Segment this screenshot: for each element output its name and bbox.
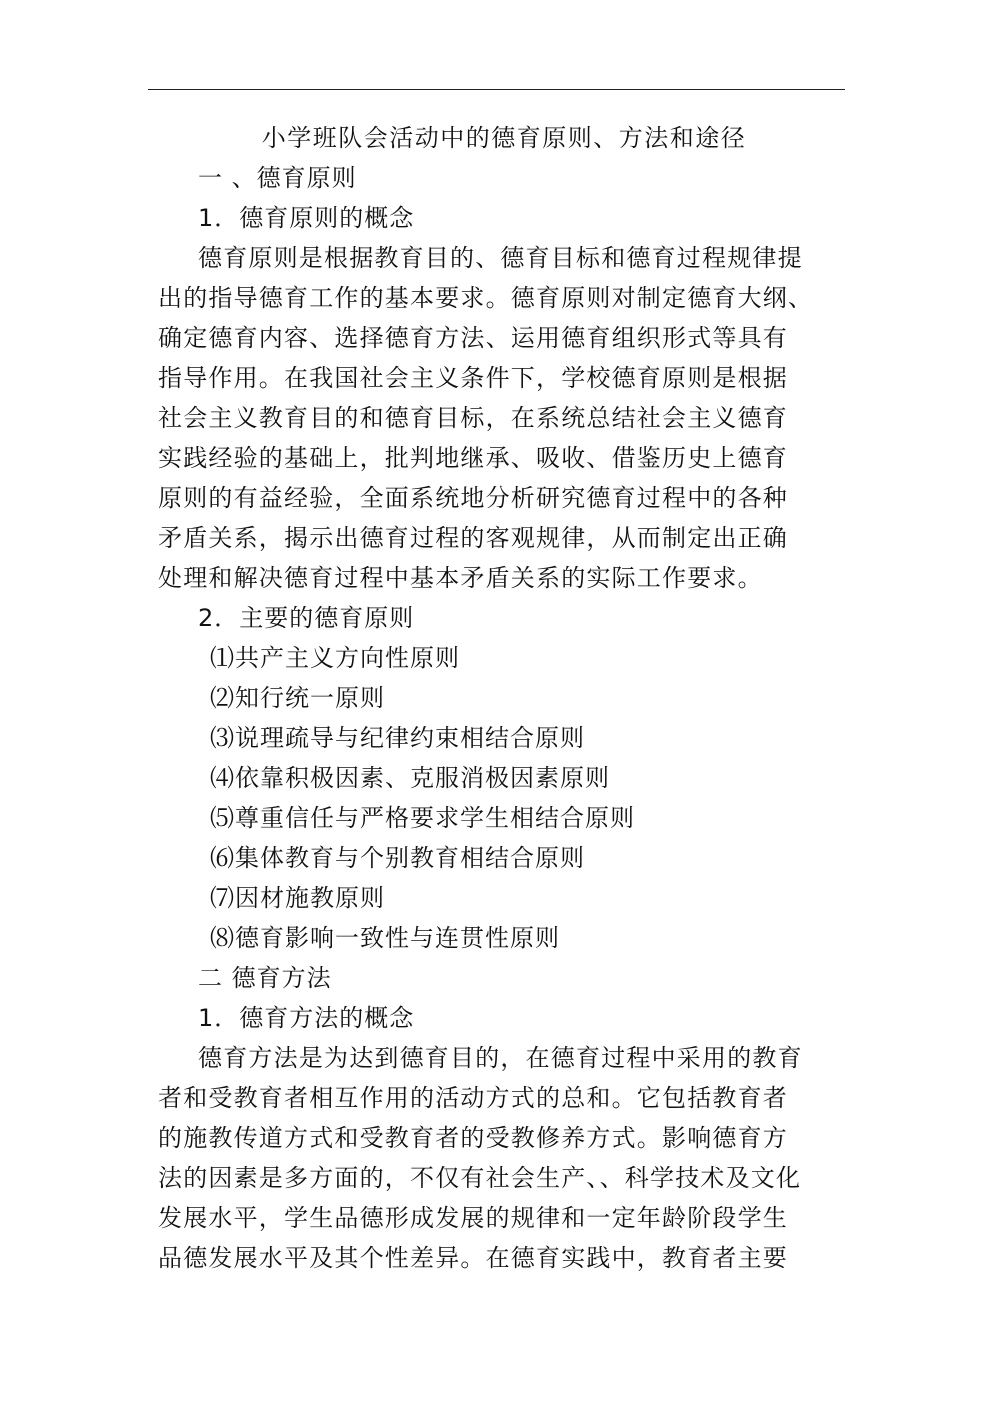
section2-heading: 二 德育方法 [198, 964, 332, 992]
principle-item: ⑸尊重信任与严格要求学生相结合原则 [210, 804, 635, 832]
paragraph-line: 发展水平，学生品德形成发展的规律和一定年龄阶段学生 [158, 1204, 788, 1232]
principle-item: ⑵知行统一原则 [210, 684, 385, 712]
paragraph-line: 法的因素是多方面的，不仅有社会生产、、科学技术及文化 [158, 1164, 802, 1192]
document-body [158, 118, 838, 1278]
principle-item: ⑺因材施教原则 [210, 884, 385, 912]
paragraph-line: 的施教传道方式和受教育者的受教修养方式。影响德育方 [158, 1124, 788, 1152]
principle-item: ⑹集体教育与个别教育相结合原则 [210, 844, 585, 872]
paragraph-line: 原则的有益经验，全面系统地分析研究德育过程中的各种 [158, 484, 788, 512]
paragraph-line: 指导作用。在我国社会主义条件下，学校德育原则是根据 [158, 364, 788, 392]
paragraph-line: 出的指导德育工作的基本要求。德育原则对制定德育大纲、 [158, 284, 814, 312]
paragraph-line: 确定德育内容、选择德育方法、运用德育组织形式等具有 [158, 324, 788, 352]
paragraph-line: 实践经验的基础上，批判地继承、吸收、借鉴历史上德育 [158, 444, 788, 472]
section2-sub1-paragraph [158, 1038, 838, 1278]
paragraph-line: 处理和解决德育过程中基本矛盾关系的实际工作要求。 [158, 564, 763, 592]
section1-sub2-heading: 2．主要的德育原则 [198, 604, 415, 632]
paragraph-line: 德育方法是为达到德育目的，在德育过程中采用的教育 [198, 1044, 803, 1072]
paragraph-line: 者和受教育者相互作用的活动方式的总和。它包括教育者 [158, 1084, 788, 1112]
section1-sub1-heading: 1．德育原则的概念 [198, 204, 415, 232]
paragraph-line: 德育原则是根据教育目的、德育目标和德育过程规律提 [198, 244, 803, 272]
header-rule [148, 89, 845, 90]
paragraph-line: 矛盾关系，揭示出德育过程的客观规律，从而制定出正确 [158, 524, 788, 552]
paragraph-line: 社会主义教育目的和德育目标，在系统总结社会主义德育 [158, 404, 788, 432]
principle-item: ⑶说理疏导与纪律约束相结合原则 [210, 724, 585, 752]
section2-sub1-heading: 1．德育方法的概念 [198, 1004, 415, 1032]
section1-heading: 一 、德育原则 [198, 164, 357, 192]
document-title: 小学班队会活动中的德育原则、方法和途径 [261, 124, 747, 152]
principle-item: ⑻德育影响一致性与连贯性原则 [210, 924, 560, 952]
principle-item: ⑴共产主义方向性原则 [210, 644, 460, 672]
principle-list [158, 638, 838, 958]
section1-sub1-paragraph [158, 238, 838, 598]
paragraph-line: 品德发展水平及其个性差异。在德育实践中，教育者主要 [158, 1244, 788, 1272]
principle-item: ⑷依靠积极因素、克服消极因素原则 [210, 764, 610, 792]
